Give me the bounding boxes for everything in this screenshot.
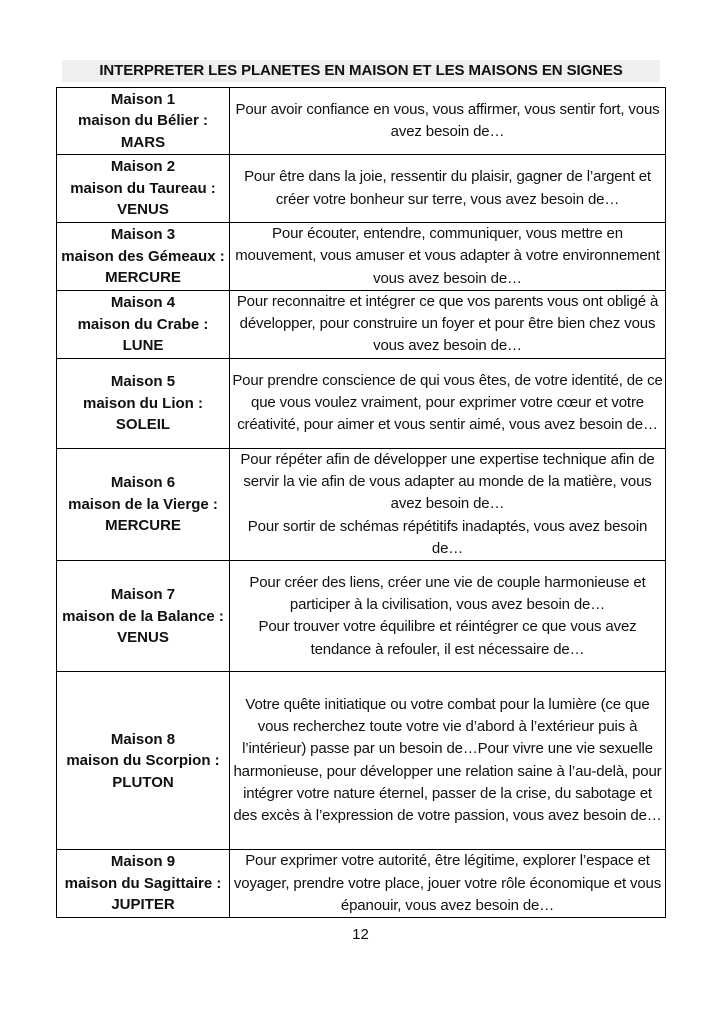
table-row <box>57 223 666 291</box>
interpretation-text: Pour prendre conscience de qui vous êtes, de votre identité, de ce que vous voulez vraiment, pour exprimer votre cœur et votre créativité, pour aimer et vous sentir aimé, vous avez besoin de… <box>232 371 663 434</box>
table-row <box>57 672 666 850</box>
house-cell <box>57 290 230 358</box>
house-cell <box>57 672 230 850</box>
house-cell <box>57 358 230 448</box>
house-cell <box>57 448 230 560</box>
houses-table <box>56 87 666 918</box>
house-label: Maison 7 <box>110 586 176 604</box>
interpretation-cell <box>230 358 666 448</box>
sign-label: maison des Gémeaux : <box>61 247 225 265</box>
interpretation-text: Votre quête initiatique ou votre combat pour la lumière (ce que vous recherchez toute votre vie d’abord à l’extérieur puis à l’intérieur) passe par un besoin de…Pour vivre une vie sexuelle harmonieuse, pour développer une relation saine à l’au-delà, pour intégrer votre nature éternel, passer de la crise, du sabotage et des excès à l’expression de votre passion, vous avez besoin de… <box>233 695 662 825</box>
planet-label: LUNE <box>122 337 164 355</box>
interpretation-text: Pour être dans la joie, ressentir du plaisir, gagner de l’argent et créer votre bonheur sur terre, vous avez besoin de… <box>244 168 651 208</box>
sign-label: maison de la Balance : <box>62 607 224 625</box>
house-label: Maison 5 <box>110 373 176 391</box>
sign-label: maison de la Vierge : <box>68 495 218 513</box>
interpretation-text: Pour répéter afin de développer une expertise technique afin de servir la vie afin de vous adapter au monde de la matière, vous avez besoin de… <box>240 450 655 513</box>
table-row <box>57 88 666 155</box>
sign-label: maison du Taureau : <box>70 179 216 197</box>
interpretation-text: Pour avoir confiance en vous, vous affirmer, vous sentir fort, vous avez besoin de… <box>235 100 660 140</box>
house-label: Maison 2 <box>110 158 176 176</box>
interpretation-cell <box>230 448 666 560</box>
interpretation-cell <box>230 88 666 155</box>
interpretation-text: Pour exprimer votre autorité, être légitime, explorer l’espace et voyager, prendre votre place, jouer votre rôle économique et vous épanouir, vous avez besoin de… <box>233 852 662 914</box>
house-label: Maison 1 <box>110 90 176 108</box>
planet-label: JUPITER <box>111 896 175 914</box>
sign-label: maison du Bélier : <box>77 112 209 130</box>
planet-label: MARS <box>120 133 166 151</box>
sign-label: maison du Crabe : <box>77 315 209 333</box>
planet-label: VENUS <box>117 629 169 647</box>
house-cell <box>57 155 230 223</box>
page-number: 12 <box>352 926 369 943</box>
page-title: INTERPRETER LES PLANETES EN MAISON ET LES MAISONS EN SIGNES <box>62 60 660 82</box>
house-label: Maison 9 <box>110 853 176 871</box>
house-cell <box>57 850 230 918</box>
interpretation-cell <box>230 672 666 850</box>
house-cell <box>57 561 230 672</box>
interpretation-cell <box>230 155 666 223</box>
table-row <box>57 448 666 560</box>
planet-label: VENUS <box>117 201 169 219</box>
interpretation-text-2: Pour sortir de schémas répétitifs inadaptés, vous avez besoin de… <box>247 517 648 557</box>
table-row <box>57 290 666 358</box>
table-row <box>57 850 666 918</box>
interpretation-cell <box>230 223 666 291</box>
interpretation-text: Pour écouter, entendre, communiquer, vous mettre en mouvement, vous amuser et vous adapter à votre environnement vous avez besoin de… <box>235 225 660 287</box>
house-label: Maison 4 <box>110 294 176 312</box>
interpretation-text-2: Pour trouver votre équilibre et réintégrer ce que vous avez tendance à refouler, il est nécessaire de… <box>258 618 637 658</box>
house-label: Maison 8 <box>110 730 176 748</box>
house-cell <box>57 88 230 155</box>
house-label: Maison 6 <box>110 474 176 492</box>
house-cell <box>57 223 230 291</box>
planet-label: MERCURE <box>105 269 181 287</box>
planet-label: MERCURE <box>105 517 181 535</box>
interpretation-cell <box>230 850 666 918</box>
planet-label: PLUTON <box>112 773 174 791</box>
interpretation-text: Pour créer des liens, créer une vie de couple harmonieuse et participer à la civilisation, vous avez besoin de… <box>249 573 646 613</box>
sign-label: maison du Lion : <box>83 394 203 412</box>
table-row <box>57 358 666 448</box>
planet-label: SOLEIL <box>115 416 171 434</box>
interpretation-cell <box>230 561 666 672</box>
house-label: Maison 3 <box>110 226 176 244</box>
interpretation-cell <box>230 290 666 358</box>
sign-label: maison du Scorpion : <box>66 752 220 770</box>
interpretation-text: Pour reconnaitre et intégrer ce que vos parents vous ont obligé à développer, pour construire un foyer et pour être bien chez vous vous avez besoin de… <box>236 292 659 355</box>
table-row <box>57 155 666 223</box>
sign-label: maison du Sagittaire : <box>64 874 222 892</box>
table-row <box>57 561 666 672</box>
